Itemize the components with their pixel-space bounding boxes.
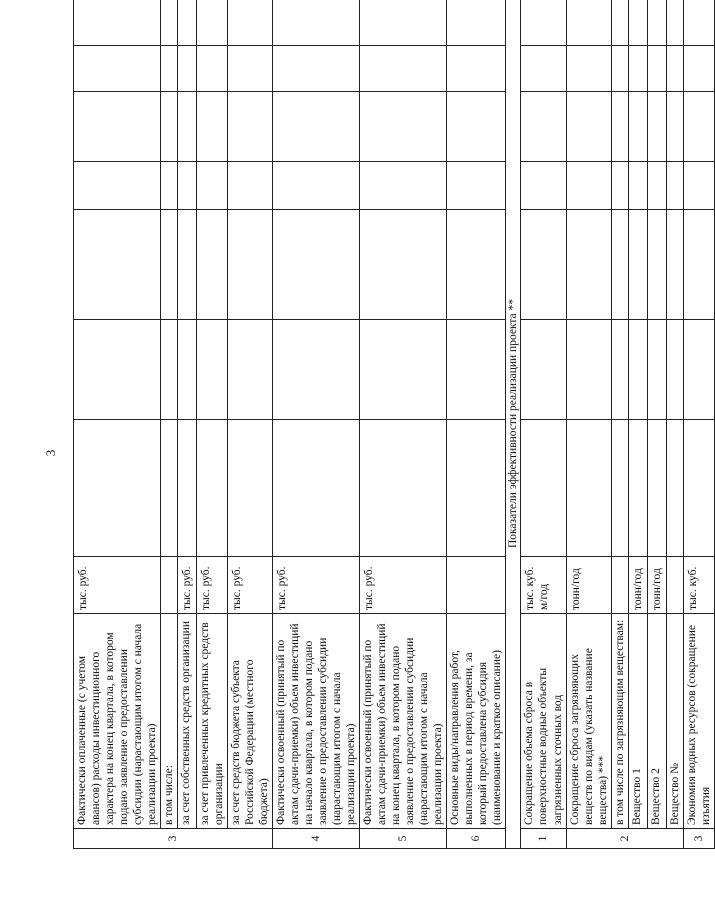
data-cell xyxy=(628,210,647,320)
data-cell xyxy=(178,210,197,320)
data-cell xyxy=(647,92,666,162)
data-cell xyxy=(228,420,273,557)
data-cell xyxy=(447,162,506,210)
investment-table xyxy=(73,0,715,849)
data-cell xyxy=(447,320,506,420)
data-cell xyxy=(647,420,666,557)
data-cell xyxy=(360,162,447,210)
data-cell xyxy=(178,92,197,162)
data-cell xyxy=(228,162,273,210)
data-cell xyxy=(683,320,714,420)
row-unit: тонн/год xyxy=(647,557,666,614)
data-cell xyxy=(683,210,714,320)
data-cell xyxy=(197,210,228,320)
table-row xyxy=(161,0,178,849)
row-number: 1 xyxy=(521,829,566,849)
data-cell xyxy=(161,210,178,320)
data-cell xyxy=(647,320,666,420)
row-unit xyxy=(447,557,506,614)
row-number: 6 xyxy=(447,829,506,849)
row-unit: тыс. руб. xyxy=(273,557,360,614)
data-cell xyxy=(647,0,666,46)
row-unit: тонн/год xyxy=(628,557,647,614)
row-text: Экономия водных ресурсов (сокращение изъятия xyxy=(683,614,714,829)
data-cell xyxy=(197,320,228,420)
table-row xyxy=(360,0,447,849)
data-cell xyxy=(447,46,506,92)
data-cell xyxy=(228,210,273,320)
data-cell xyxy=(74,320,161,420)
data-cell xyxy=(628,420,647,557)
data-cell xyxy=(74,92,161,162)
data-cell xyxy=(611,46,628,92)
data-cell xyxy=(628,92,647,162)
data-cell xyxy=(683,420,714,557)
data-cell xyxy=(161,320,178,420)
data-cell xyxy=(273,46,360,92)
row-number: 2 xyxy=(566,829,683,849)
data-cell xyxy=(273,0,360,46)
data-cell xyxy=(161,162,178,210)
data-cell xyxy=(273,92,360,162)
data-cell xyxy=(178,0,197,46)
row-text: за счет собственных средств организации xyxy=(178,614,197,829)
data-cell xyxy=(666,0,683,46)
table-row xyxy=(566,0,611,849)
row-unit: тыс. куб. xyxy=(683,557,714,614)
table-row xyxy=(666,0,683,849)
row-text: в том числе: xyxy=(161,614,178,829)
row-text: Фактически освоенный (принятый по актам сдачи-приемки) объем инвестиций на конец квартала, в котором подано заявление о предоставлении субсидии (нарастающим итогом с начала реализации проекта) xyxy=(360,614,447,829)
data-cell xyxy=(447,92,506,162)
data-cell xyxy=(647,210,666,320)
row-text: Вещество 2 xyxy=(647,614,666,829)
data-cell xyxy=(178,420,197,557)
data-cell xyxy=(521,92,566,162)
data-cell xyxy=(628,46,647,92)
data-cell xyxy=(611,210,628,320)
data-cell xyxy=(178,162,197,210)
section-header-row xyxy=(506,0,521,849)
data-cell xyxy=(611,320,628,420)
data-cell xyxy=(273,420,360,557)
section-header: Показатели эффективности реализации проекта ** xyxy=(506,0,521,849)
data-cell xyxy=(566,46,611,92)
data-cell xyxy=(228,0,273,46)
data-cell xyxy=(666,210,683,320)
data-cell xyxy=(611,0,628,46)
data-cell xyxy=(611,420,628,557)
row-text: за счет привлеченных кредитных средств организации xyxy=(197,614,228,829)
data-cell xyxy=(273,162,360,210)
row-number: 5 xyxy=(360,829,447,849)
data-cell xyxy=(566,92,611,162)
data-cell xyxy=(178,320,197,420)
data-cell xyxy=(628,162,647,210)
data-cell xyxy=(74,162,161,210)
data-cell xyxy=(521,420,566,557)
data-cell xyxy=(161,0,178,46)
data-cell xyxy=(647,162,666,210)
data-cell xyxy=(611,92,628,162)
table-row xyxy=(628,0,647,849)
data-cell xyxy=(611,162,628,210)
data-cell xyxy=(360,0,447,46)
data-cell xyxy=(360,420,447,557)
data-cell xyxy=(74,46,161,92)
table-row xyxy=(228,0,273,849)
data-cell xyxy=(161,46,178,92)
data-cell xyxy=(228,92,273,162)
data-cell xyxy=(360,46,447,92)
row-unit: тыс. руб. xyxy=(178,557,197,614)
data-cell xyxy=(647,46,666,92)
data-cell xyxy=(566,162,611,210)
data-cell xyxy=(197,92,228,162)
table-row xyxy=(647,0,666,849)
table-row xyxy=(521,0,566,849)
page-number: 3 xyxy=(43,449,58,457)
row-text: в том числе по загрязняющим веществам: xyxy=(611,614,628,829)
table-row xyxy=(273,0,360,849)
data-cell xyxy=(273,320,360,420)
data-cell xyxy=(74,210,161,320)
data-cell xyxy=(228,46,273,92)
data-cell xyxy=(666,92,683,162)
data-cell xyxy=(360,320,447,420)
data-cell xyxy=(683,46,714,92)
data-cell xyxy=(566,420,611,557)
data-cell xyxy=(566,0,611,46)
row-text: Основные виды/направления работ, выполненных в период времени, за который предоставлена субсидия (наименование и краткое описание) xyxy=(447,614,506,829)
row-unit: тонн/год xyxy=(566,557,611,614)
data-cell xyxy=(74,420,161,557)
data-cell xyxy=(197,162,228,210)
data-cell xyxy=(521,162,566,210)
data-cell xyxy=(197,0,228,46)
table-row xyxy=(611,0,628,849)
row-unit: тыс. руб. xyxy=(228,557,273,614)
row-number: 4 xyxy=(273,829,360,849)
table-row xyxy=(197,0,228,849)
data-cell xyxy=(628,0,647,46)
row-text: Вещество 1 xyxy=(628,614,647,829)
data-cell xyxy=(683,0,714,46)
data-cell xyxy=(683,162,714,210)
data-cell xyxy=(521,320,566,420)
table-row xyxy=(683,0,714,849)
data-cell xyxy=(566,320,611,420)
data-cell xyxy=(666,320,683,420)
table-row xyxy=(447,0,506,849)
data-cell xyxy=(197,420,228,557)
data-cell xyxy=(178,46,197,92)
data-cell xyxy=(521,46,566,92)
data-cell xyxy=(161,92,178,162)
row-text: Фактически освоенный (принятый по актам сдачи-приемки) объем инвестиций на начало квартала, в котором подано заявление о предоставлении субсидии (нарастающим итогом с начала реализации проекта) xyxy=(273,614,360,829)
row-text: Фактически оплаченные (с учетом авансов) расходы инвестиционного характера на конец квартала, в котором подано заявление о предоставлении субсидии (нарастающим итогом с начала реализации проекта) xyxy=(74,614,161,829)
row-text: за счет средств бюджета субъекта Российской Федерации (местного бюджета) xyxy=(228,614,273,829)
data-cell xyxy=(566,210,611,320)
row-unit: тыс. руб. xyxy=(74,557,161,614)
row-unit: тыс. куб. м/год xyxy=(521,557,566,614)
data-cell xyxy=(521,0,566,46)
data-cell xyxy=(447,0,506,46)
data-cell xyxy=(666,420,683,557)
data-cell xyxy=(628,320,647,420)
row-text: Вещество № xyxy=(666,614,683,829)
data-cell xyxy=(447,210,506,320)
data-cell xyxy=(521,210,566,320)
row-unit: тыс. руб. xyxy=(360,557,447,614)
data-cell xyxy=(197,46,228,92)
row-number: 3 xyxy=(683,829,714,849)
row-text: Сокращение сброса загрязняющих веществ по видам (указать название вещества) *** xyxy=(566,614,611,829)
rotated-table-container xyxy=(73,0,712,849)
table-row xyxy=(74,0,161,849)
data-cell xyxy=(666,46,683,92)
data-cell xyxy=(666,162,683,210)
data-cell xyxy=(360,210,447,320)
row-unit: тыс. руб. xyxy=(197,557,228,614)
row-text: Сокращение объема сброса в поверхностные водные объекты загрязненных сточных вод xyxy=(521,614,566,829)
data-cell xyxy=(74,0,161,46)
row-unit xyxy=(161,557,178,614)
data-cell xyxy=(161,420,178,557)
data-cell xyxy=(447,420,506,557)
row-number: 3 xyxy=(74,829,273,849)
data-cell xyxy=(273,210,360,320)
data-cell xyxy=(360,92,447,162)
table-row xyxy=(178,0,197,849)
row-unit xyxy=(666,557,683,614)
data-cell xyxy=(683,92,714,162)
data-cell xyxy=(228,320,273,420)
row-unit xyxy=(611,557,628,614)
